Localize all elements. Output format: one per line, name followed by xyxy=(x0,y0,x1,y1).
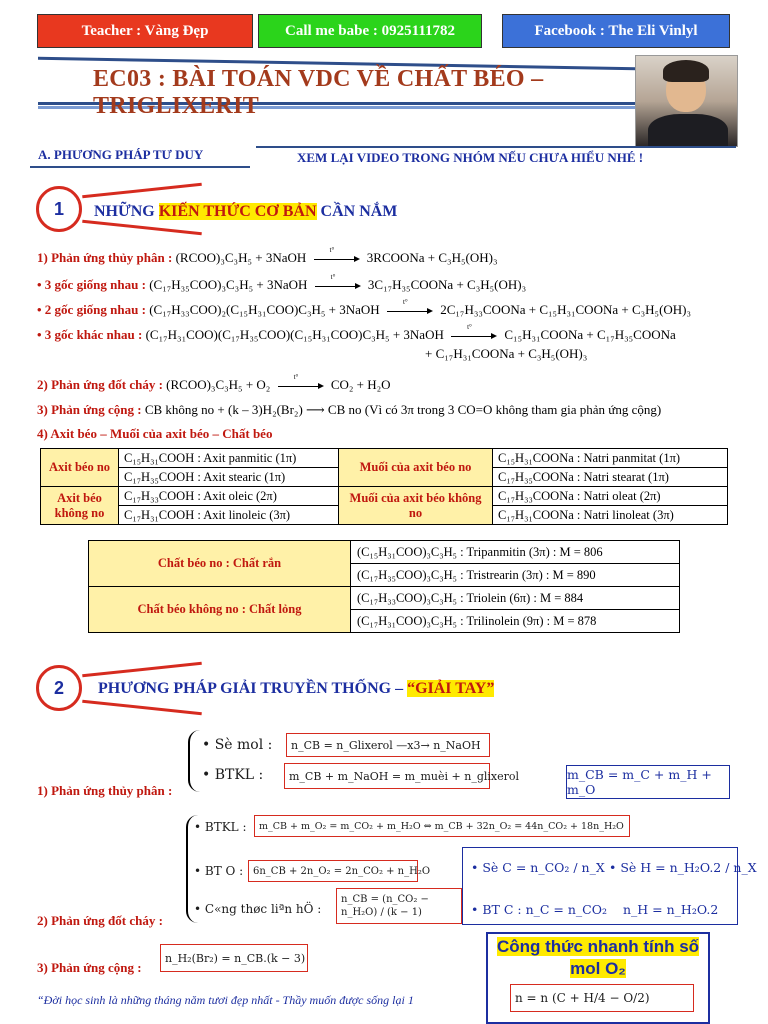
quick-formula-title: Công thức nhanh tính số mol O₂ xyxy=(496,937,700,978)
addition-label-text: 3) Phản ứng cộng : xyxy=(37,960,142,975)
reaction-same-2 xyxy=(37,298,692,318)
teacher-badge: Teacher : Vàng Đẹp xyxy=(37,14,253,48)
quick-formula-box xyxy=(486,932,710,1024)
atom-nh: n_H = n_H₂O.2 xyxy=(623,902,719,917)
acids-row-header: Axit béo no xyxy=(41,449,119,487)
reaction-hydrolysis xyxy=(37,246,498,266)
part-1-heading-pre: NHỮNG xyxy=(94,203,159,220)
part-2-number: 2 xyxy=(36,665,82,711)
combustion-btkl-formula: m_CB + m_O₂ = m_CO₂ + m_H₂O ⇔ m_CB + 32n_O₂ = 44n_CO₂ + 18n_H₂O xyxy=(254,815,630,837)
page-title: EC03 : BÀI TOÁN VDC VỀ CHẤT BÉO – TRIGLIXERIT xyxy=(93,66,544,119)
hydrolysis-btkl-formula: m_CB + m_NaOH = m_muèi + n_glixerol xyxy=(284,763,490,789)
table-row xyxy=(41,487,728,506)
photo-hair xyxy=(663,60,709,82)
part-2-swoosh-low xyxy=(82,700,202,716)
atom-count-box xyxy=(462,847,757,925)
reaction-diff-3 xyxy=(37,323,676,343)
title-banner xyxy=(38,58,638,119)
section-a-underline xyxy=(30,166,250,168)
reaction-diff-3-rhs: C₁₅H₃₁COONa + C₁₇H₃₅COONa xyxy=(504,327,676,342)
reaction-same-2-label: • 2 gốc giống nhau : xyxy=(37,302,146,317)
reaction-addition xyxy=(37,402,661,418)
acids-row-header: Axit béo không no xyxy=(41,487,119,525)
reaction-same-3-label: • 3 gốc giống nhau : xyxy=(37,277,146,292)
salt-cell: C₁₇H₃₃COONa : Natri oleat (2π) xyxy=(493,487,728,506)
acid-cell: C₁₇H₃₁COOH : Axit linoleic (3π) xyxy=(119,506,339,525)
reaction-hydrolysis-lhs: (RCOO)₃C₃H₅ + 3NaOH xyxy=(175,250,307,265)
salts-row-header: Muối của axit béo no xyxy=(339,449,493,487)
part-2-heading xyxy=(98,680,494,698)
facebook-badge: Facebook : The Eli Vinlyl xyxy=(502,14,730,48)
acid-cell: C₁₇H₃₅COOH : Axit stearic (1π) xyxy=(119,468,339,487)
combustion-bullet-btkl: • BTKL : xyxy=(194,820,247,834)
part-1-heading xyxy=(94,203,397,221)
fat-cell: (C₁₇H₃₁COO)₃C₃H₅ : Trilinolein (9π) : M = 878 xyxy=(351,610,680,633)
reaction-hydrolysis-label: 1) Phản ứng thủy phân : xyxy=(37,250,173,265)
combustion-label-text: 2) Phản ứng đốt cháy : xyxy=(37,913,163,928)
acid-cell: C₁₇H₃₃COOH : Axit oleic (2π) xyxy=(119,487,339,506)
reaction-combustion-lhs: (RCOO)₃C₃H₅ + O₂ xyxy=(166,377,271,392)
reaction-addition-text: CB không no + (k – 3)H₂(Br₂) ⟶ CB no (Vì có 3π trong 3 CO=O không tham gia phản ứng cộng) xyxy=(144,402,662,417)
reaction-same-3-rhs: 3C₁₇H₃₅COONa + C₃H₅(OH)₃ xyxy=(367,277,527,292)
table-row xyxy=(89,541,680,564)
combustion-bullet-relation: • C«ng thøc liªn hÖ : xyxy=(194,902,322,916)
reaction-same-3 xyxy=(37,273,527,293)
reaction-combustion xyxy=(37,373,391,393)
part-1-swoosh xyxy=(82,183,202,199)
salts-row-header: Muối của axit béo không no xyxy=(339,487,493,525)
reaction-addition-label: 3) Phản ứng cộng : xyxy=(37,402,142,417)
part-2-swoosh xyxy=(82,662,202,678)
acid-cell: C₁₅H₃₁COOH : Axit panmitic (1π) xyxy=(119,449,339,468)
fat-cell: (C₁₅H₃₁COO)₃C₃H₅ : Tripanmitin (3π) : M = 806 xyxy=(351,541,680,564)
section-a-heading: A. PHƯƠNG PHÁP TƯ DUY xyxy=(38,147,204,162)
atom-count-c: • Sè C = n_CO₂ / n_X xyxy=(471,860,605,875)
arrow-icon: t° xyxy=(314,254,360,264)
fats-row-header: Chất béo không no : Chất lỏng xyxy=(89,587,351,633)
addition-formula: n_H₂(Br₂) = n_CB.(k − 3) xyxy=(160,944,308,972)
fat-cell: (C₁₇H₃₃COO)₃C₃H₅ : Triolein (6π) : M = 884 xyxy=(351,587,680,610)
combustion-bullet-bto: • BT O : xyxy=(194,864,244,878)
hydrolysis-bullet-mol: • Sè mol : xyxy=(202,737,273,753)
arrow-icon: t° xyxy=(315,281,361,291)
reaction-same-2-lhs: (C₁₇H₃₃COO)₂(C₁₅H₃₁COO)C₃H₅ + 3NaOH xyxy=(149,302,380,317)
salt-cell: C₁₇H₃₅COONa : Natri stearat (1π) xyxy=(493,468,728,487)
reaction-combustion-rhs: CO₂ + H₂O xyxy=(330,377,391,392)
reaction-diff-3-lhs: (C₁₇H₃₁COO)(C₁₇H₃₅COO)(C₁₅H₃₁COO)C₃H₅ + 3NaOH xyxy=(145,327,444,342)
video-note-rule xyxy=(256,146,736,148)
call-badge: Call me babe : 0925111782 xyxy=(258,14,482,48)
part-1-heading-highlight: KIẾN THỨC CƠ BẢN xyxy=(158,203,317,220)
arrow-icon: t° xyxy=(278,381,324,391)
combustion-label xyxy=(37,913,163,929)
part-2-heading-highlight: “GIẢI TAY” xyxy=(407,680,495,697)
combustion-relation-formula: n_CB = (n_CO₂ − n_H₂O) / (k − 1) xyxy=(336,888,462,924)
footer-quote: “Đời học sinh là những tháng năm tươi đẹp nhất - Thầy muốn được sống lại 1 xyxy=(37,993,414,1007)
hydrolysis-label xyxy=(37,783,172,799)
reaction-same-3-lhs: (C₁₇H₃₅COO)₃C₃H₅ + 3NaOH xyxy=(149,277,308,292)
acids-heading xyxy=(37,426,272,442)
fat-cell: (C₁₇H₃₅COO)₃C₃H₅ : Tristrearin (3π) : M = 890 xyxy=(351,564,680,587)
part-1-heading-post: CẦN NẮM xyxy=(316,203,398,220)
hydrolysis-mol-formula: n_CB = n_Glixerol —x3→ n_NaOH xyxy=(286,733,490,757)
atom-btc: • BT C : n_C = n_CO₂ xyxy=(471,902,607,917)
quick-formula: n = n (C + H/4 − O/2) xyxy=(510,984,694,1012)
arrow-icon: t° xyxy=(451,331,497,341)
atom-count-h: • Sè H = n_H₂O.2 / n_X xyxy=(609,860,757,875)
salt-cell: C₁₅H₃₁COONa : Natri panmitat (1π) xyxy=(493,449,728,468)
reaction-diff-3-cont: + C₁₇H₃₁COONa + C₃H₅(OH)₃ xyxy=(425,346,588,361)
mass-formula-box: m_CB = m_C + m_H + m_O xyxy=(566,765,730,799)
reaction-same-2-rhs: 2C₁₇H₃₃COONa + C₁₅H₃₁COONa + C₃H₅(OH)₃ xyxy=(440,302,692,317)
acids-heading-label: 4) Axit béo – Muối của axit béo – Chất béo xyxy=(37,426,273,441)
hydrolysis-bullet-btkl: • BTKL : xyxy=(202,767,264,783)
hydrolysis-label-text: 1) Phản ứng thủy phân : xyxy=(37,783,173,798)
reaction-combustion-label: 2) Phản ứng đốt cháy : xyxy=(37,377,163,392)
arrow-icon: t° xyxy=(387,306,433,316)
teacher-photo xyxy=(635,55,738,147)
reaction-hydrolysis-rhs: 3RCOONa + C₃H₅(OH)₃ xyxy=(366,250,498,265)
part-1-swoosh-low xyxy=(82,220,202,236)
acids-table xyxy=(40,448,728,525)
table-row xyxy=(89,587,680,610)
reaction-diff-3-label: • 3 gốc khác nhau : xyxy=(37,327,143,342)
header-bar xyxy=(0,14,768,50)
part-1-number: 1 xyxy=(36,186,82,232)
fats-row-header: Chất béo no : Chất rắn xyxy=(89,541,351,587)
hydrolysis-brace xyxy=(188,730,200,792)
video-note: XEM LẠI VIDEO TRONG NHÓM NẾU CHƯA HIỂU NHÉ ! xyxy=(297,150,644,165)
combustion-bto-formula: 6n_CB + 2n_O₂ = 2n_CO₂ + n_H₂O xyxy=(248,860,418,882)
salt-cell: C₁₇H₃₁COONa : Natri linoleat (3π) xyxy=(493,506,728,525)
fats-table xyxy=(88,540,680,633)
photo-suit xyxy=(648,114,728,147)
part-2-heading-pre: PHƯƠNG PHÁP GIẢI TRUYỀN THỐNG – xyxy=(98,680,408,697)
table-row xyxy=(41,449,728,468)
addition-label xyxy=(37,960,142,976)
